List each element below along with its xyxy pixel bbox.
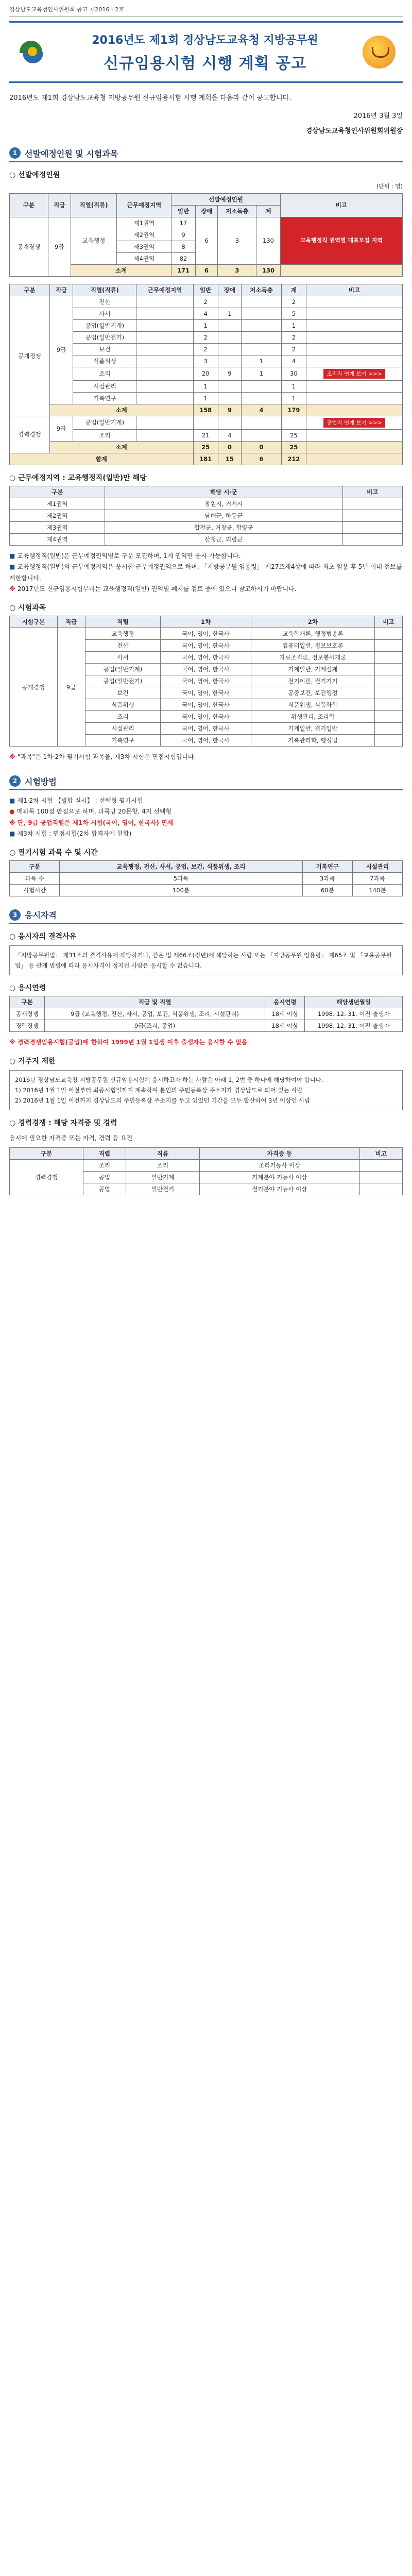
table-row: 조리 21 4 25 xyxy=(10,429,403,441)
table-row: 공업 일반전기 전기분야 기능사 이상 xyxy=(10,1183,403,1195)
table-row: 경력경쟁 조리 조리 조리기능사 이상 xyxy=(10,1159,403,1171)
residency-text: 2016년 경상남도교육청 지방공무원 신규임용시험에 응시하고자 하는 사람은 아래 1, 2번 중 하나에 해당하여야 합니다. xyxy=(15,1076,323,1083)
announcement-date: 2016년 3월 3일 xyxy=(353,112,403,120)
title-banner xyxy=(9,21,403,83)
method-line-1: ■ 제1·2차 시험 【병합 실시】 : 선택형 필기시험 xyxy=(9,796,143,804)
table-row: 제4권역 산청군, 의령군 xyxy=(10,533,403,545)
table-row: 보건 국어, 영어, 한국사 공중보건, 보건행정 xyxy=(10,687,403,699)
table-row: 경력경쟁 9급 공업(일반기계) 공업직 연계 보기 >>> xyxy=(10,416,403,429)
table-row: 합계 181 15 6 212 xyxy=(10,453,403,465)
sub-title: ○ 선발예정인원 xyxy=(9,170,403,180)
table-row: 제1권역 창원시, 거제시 xyxy=(10,498,403,510)
region-title: ○ 근무예정지역 : 교육행정직(일반)만 해당 xyxy=(9,472,403,483)
announcement-number: 경상남도교육청인사위원회 공고 제2016 - 2호 xyxy=(9,0,403,17)
table-row: 시험시간 100분 60분 140분 xyxy=(10,885,403,896)
disqualification-title: ○ 응시자의 결격사유 xyxy=(9,931,403,941)
section-title: 시험방법 xyxy=(25,776,57,787)
age-table: 구분 직급 및 직렬 응시연령 해당생년월일 공개경쟁 9급 (교육행정, 전산, 사서, 공업, 보건, 식품위생, 조리, 시설관리) 18세 이상 1998. 12. 31. 이전 출생자 경력경쟁 9급(조리, 공업) 18세 이상 1998. 12. 31. 이전 출생자 xyxy=(9,996,403,1032)
region-table: 구분 해당 시·군 비고 제1권역 창원시, 거제시 제2권역 남해군, 하동군 제3권역 합천군, 거창군, 함양군 제4권역 산청군, 의령군 xyxy=(9,486,403,546)
table-row: 제2권역 9 xyxy=(10,229,403,241)
table-row: 기록연구 국어, 영어, 한국사 기록관리학, 행정법 xyxy=(10,735,403,747)
table-row: 과목 수 5과목 3과목 7과목 xyxy=(10,873,403,885)
unit-label: (단위 : 명) xyxy=(376,182,403,190)
table-row: 사서 4 1 5 xyxy=(10,308,403,319)
exam-subjects-title: ○ 시험과목 xyxy=(9,602,403,613)
age-title: ○ 응시연령 xyxy=(9,982,403,993)
table-row: 공개경쟁 9급 전산 2 2 xyxy=(10,296,403,308)
table-row: 공업(일반전기) 국어, 영어, 한국사 전기이론, 전기기기 xyxy=(10,675,403,687)
recruitment-table-1: 구분 직급 직렬(직류) 근무예정지역 선발예정인원 비고 일반 장애 저소득층 계 공개경쟁 9급 교육행정 제1권역 17 6 3 130 교육행정직 권역별 대표모집 지역 제2권역 9 제3권역 8 제4권역 82 소계 171 6 3 130 xyxy=(9,193,403,277)
written-exam-title: ○ 필기시험 과목 수 및 시간 xyxy=(9,847,403,857)
note-1: ■ 교육행정직(일반)은 근무예정권역별로 구분 모집하며, 1개 권역만 응시 가능합니다. xyxy=(9,552,241,560)
table-row: 보건 2 2 xyxy=(10,343,403,355)
section-1-header xyxy=(9,147,403,162)
method-line-2: ● 매과목 100점 만점으로 하며, 과목당 20문항, 4지 선택형 xyxy=(9,808,172,816)
table-row: 공개경쟁 9급 교육행정 제1권역 17 6 3 130 교육행정직 권역별 대표모집 지역 xyxy=(10,217,403,229)
career-title: ○ 경력경쟁 : 해당 자격증 및 경력 xyxy=(9,1117,403,1128)
residency-title: ○ 거주지 제한 xyxy=(9,1056,403,1066)
residency-item-2: 2) 2016년 1월 1일 이전까지 경상남도의 주민등록상 주소지를 두고 있었던 기간을 모두 합산하여 3년 이상인 사람 xyxy=(15,1097,311,1105)
table-row: 제3권역 8 xyxy=(10,241,403,252)
mascot-icon xyxy=(363,36,396,69)
section-number: 3 xyxy=(9,909,21,921)
notes-block xyxy=(9,551,403,595)
table-row: 제2권역 남해군, 하동군 xyxy=(10,510,403,521)
recruitment-table-2: 구분 직급 직렬(직류) 근무예정지역 일반 장애 저소득층 계 비고 공개경쟁 9급 전산 2 2 사서 4 1 5 공업(일반기계) 1 1 공업(일반전기) 2 2 보건 2 2 식품위생 3 1 4 조리 20 9 1 30 조리직 연계 보기 >>> 시설관리 1 1 기록연구 1 1 소계 158 9 4 179 경력경쟁 9급 공업(일반기계) 공업직 연계 보기 >>> 조리 21 4 25 소계 25 0 0 25 합계 181 15 6 212 xyxy=(9,284,403,465)
table-row: 소계 25 0 0 25 xyxy=(10,441,403,453)
career-subtitle: 응시에 필요한 자격증 또는 자격, 경력 등 요건 xyxy=(9,1134,133,1142)
table-row: 식품위생 3 1 4 xyxy=(10,355,403,367)
table-row: 제3권역 합천군, 거창군, 함양군 xyxy=(10,521,403,533)
table-row: 공개경쟁 9급 교육행정 국어, 영어, 한국사 교육학개론, 행정법총론 xyxy=(10,628,403,640)
table-row: 기록연구 1 1 xyxy=(10,392,403,404)
exam-subjects-table: 시험구분 직급 직렬 1차 2차 비고 공개경쟁 9급 교육행정 국어, 영어, 한국사 교육학개론, 행정법총론 전산 국어, 영어, 한국사 컴퓨터일반, 정보보호론 사서 국어, 영어, 한국사 자료조직론, 정보봉사개론 공업(일반기계) 국어, 영어, 한국사 기계일반, 기계설계 공업(일반전기) 국어, 영어, 한국사 전기이론, 전기기기 보건 국어, 영어, 한국사 공중보건, 보건행정 식품위생 국어, 영어, 한국사 식품위생, 식품화학 조리 국어, 영어, 한국사 위생관리, 조리학 시설관리 국어, 영어, 한국사 기계일반, 전기일반 기록연구 국어, 영어, 한국사 기록관리학, 행정법 xyxy=(9,616,403,747)
table-row: 소계 158 9 4 179 xyxy=(10,404,403,416)
table-row: 시설관리 1 1 xyxy=(10,380,403,392)
exam-note: ※ "과목"은 1차·2차 필기시험 과목을, 제3차 시험은 면접시험입니다. xyxy=(9,753,196,761)
table-row: 전산 국어, 영어, 한국사 컴퓨터일반, 정보보호론 xyxy=(10,640,403,652)
table-row: 사서 국어, 영어, 한국사 자료조직론, 정보봉사개론 xyxy=(10,652,403,664)
table-row: 공업(일반기계) 1 1 xyxy=(10,319,403,331)
age-note: ※ 경력경쟁임용시험(공업)에 한하여 1999년 1월 1일생 이후 출생자는 응시할 수 없음 xyxy=(9,1039,248,1046)
industry-link-button[interactable]: 공업직 연계 보기 >>> xyxy=(323,418,385,428)
section-2-header xyxy=(9,775,403,790)
disqualification-text: 「지방공무원법」 제31조의 결격사유에 해당하거나, 같은 법 제66조(정년)에 해당하는 사람 또는 「지방공무원 임용령」 제65조 및 「교육공무원법」 등 관계 법령에 따라 응시자격이 정지된 사람은 응시할 수 없습니다. xyxy=(9,945,403,975)
education-office-logo-icon xyxy=(16,37,47,67)
written-exam-table: 구분 교육행정, 전산, 사서, 공업, 보건, 식품위생, 조리 기록연구 시설관리 과목 수 5과목 3과목 7과목 시험시간 100분 60분 140분 xyxy=(9,860,403,896)
method-line-3: ※ 단, 9급 공업직렬은 제1차 시험(국어, 영어, 한국사) 면제 xyxy=(9,819,174,826)
table-row: 경력경쟁 9급(조리, 공업) 18세 이상 1998. 12. 31. 이전 출생자 xyxy=(10,1020,403,1032)
table-row: 소계 171 6 3 130 xyxy=(10,264,403,276)
method-line-4: ■ 제3차 시험 : 면접시험(2차 합격자에 한함) xyxy=(9,830,132,838)
table-row: 조리 20 9 1 30 조리직 연계 보기 >>> xyxy=(10,367,403,380)
table-row: 제4권역 82 xyxy=(10,252,403,264)
note-3: ※ 2017년도 신규임용시험부터는 교육행정직(일반) 권역별 폐지를 검토 중에 있으니 참고하시기 바랍니다. xyxy=(9,585,297,593)
cook-link-button[interactable]: 조리직 연계 보기 >>> xyxy=(323,369,385,379)
section-title: 선발예정인원 및 시험과목 xyxy=(25,148,118,159)
red-note-box: 교육행정직 권역별 대표모집 지역 xyxy=(280,217,402,264)
table-row: 공개경쟁 9급 (교육행정, 전산, 사서, 공업, 보건, 식품위생, 조리, 시설관리) 18세 이상 1998. 12. 31. 이전 출생자 xyxy=(10,1008,403,1020)
table-row: 공업(일반기계) 국어, 영어, 한국사 기계일반, 기계설계 xyxy=(10,664,403,675)
note-2: ■ 교육행정직(일반)의 근무예정지역은 응시한 근무예정권역으로 하며, 「지방공무원 임용령」 제27조제4항에 따라 최초 임용 후 5년 이내 전보를 제한합니다. xyxy=(9,563,402,582)
method-block xyxy=(9,795,403,840)
intro-text: 2016년도 제1회 경상남도교육청 지방공무원 신규임용시험 시행 계획을 다음과 같이 공고합니다. xyxy=(9,94,291,102)
section-number: 1 xyxy=(9,147,21,159)
issuer: 경상남도교육청인사위원회위원장 xyxy=(305,127,403,135)
title-box xyxy=(92,31,318,73)
table-row: 식품위생 국어, 영어, 한국사 식품위생, 식품화학 xyxy=(10,699,403,711)
table-row: 공업 일반기계 기계분야 기능사 이상 xyxy=(10,1171,403,1183)
section-3-header xyxy=(9,909,403,924)
residency-box xyxy=(9,1070,403,1110)
table-row: 공업(일반전기) 2 2 xyxy=(10,331,403,343)
section-number: 2 xyxy=(9,775,21,787)
title-line-1: 2016년도 제1회 경상남도교육청 지방공무원 xyxy=(92,33,318,47)
title-line-2: 신규임용시험 시행 계획 공고 xyxy=(103,54,307,73)
career-table: 구분 직렬 직류 자격증 등 비고 경력경쟁 조리 조리 조리기능사 이상 공업 일반기계 기계분야 기능사 이상 공업 일반전기 전기분야 기능사 이상 xyxy=(9,1147,403,1195)
table-row: 조리 국어, 영어, 한국사 위생관리, 조리학 xyxy=(10,711,403,723)
table-row: 시설관리 국어, 영어, 한국사 기계일반, 전기일반 xyxy=(10,723,403,735)
residency-item-1: 1) 2016년 1월 1일 이전부터 최종시험일까지 계속하여 본인의 주민등록상 주소지가 경상남도로 되어 있는 사람 xyxy=(15,1087,303,1094)
section-title: 응시자격 xyxy=(25,910,57,921)
